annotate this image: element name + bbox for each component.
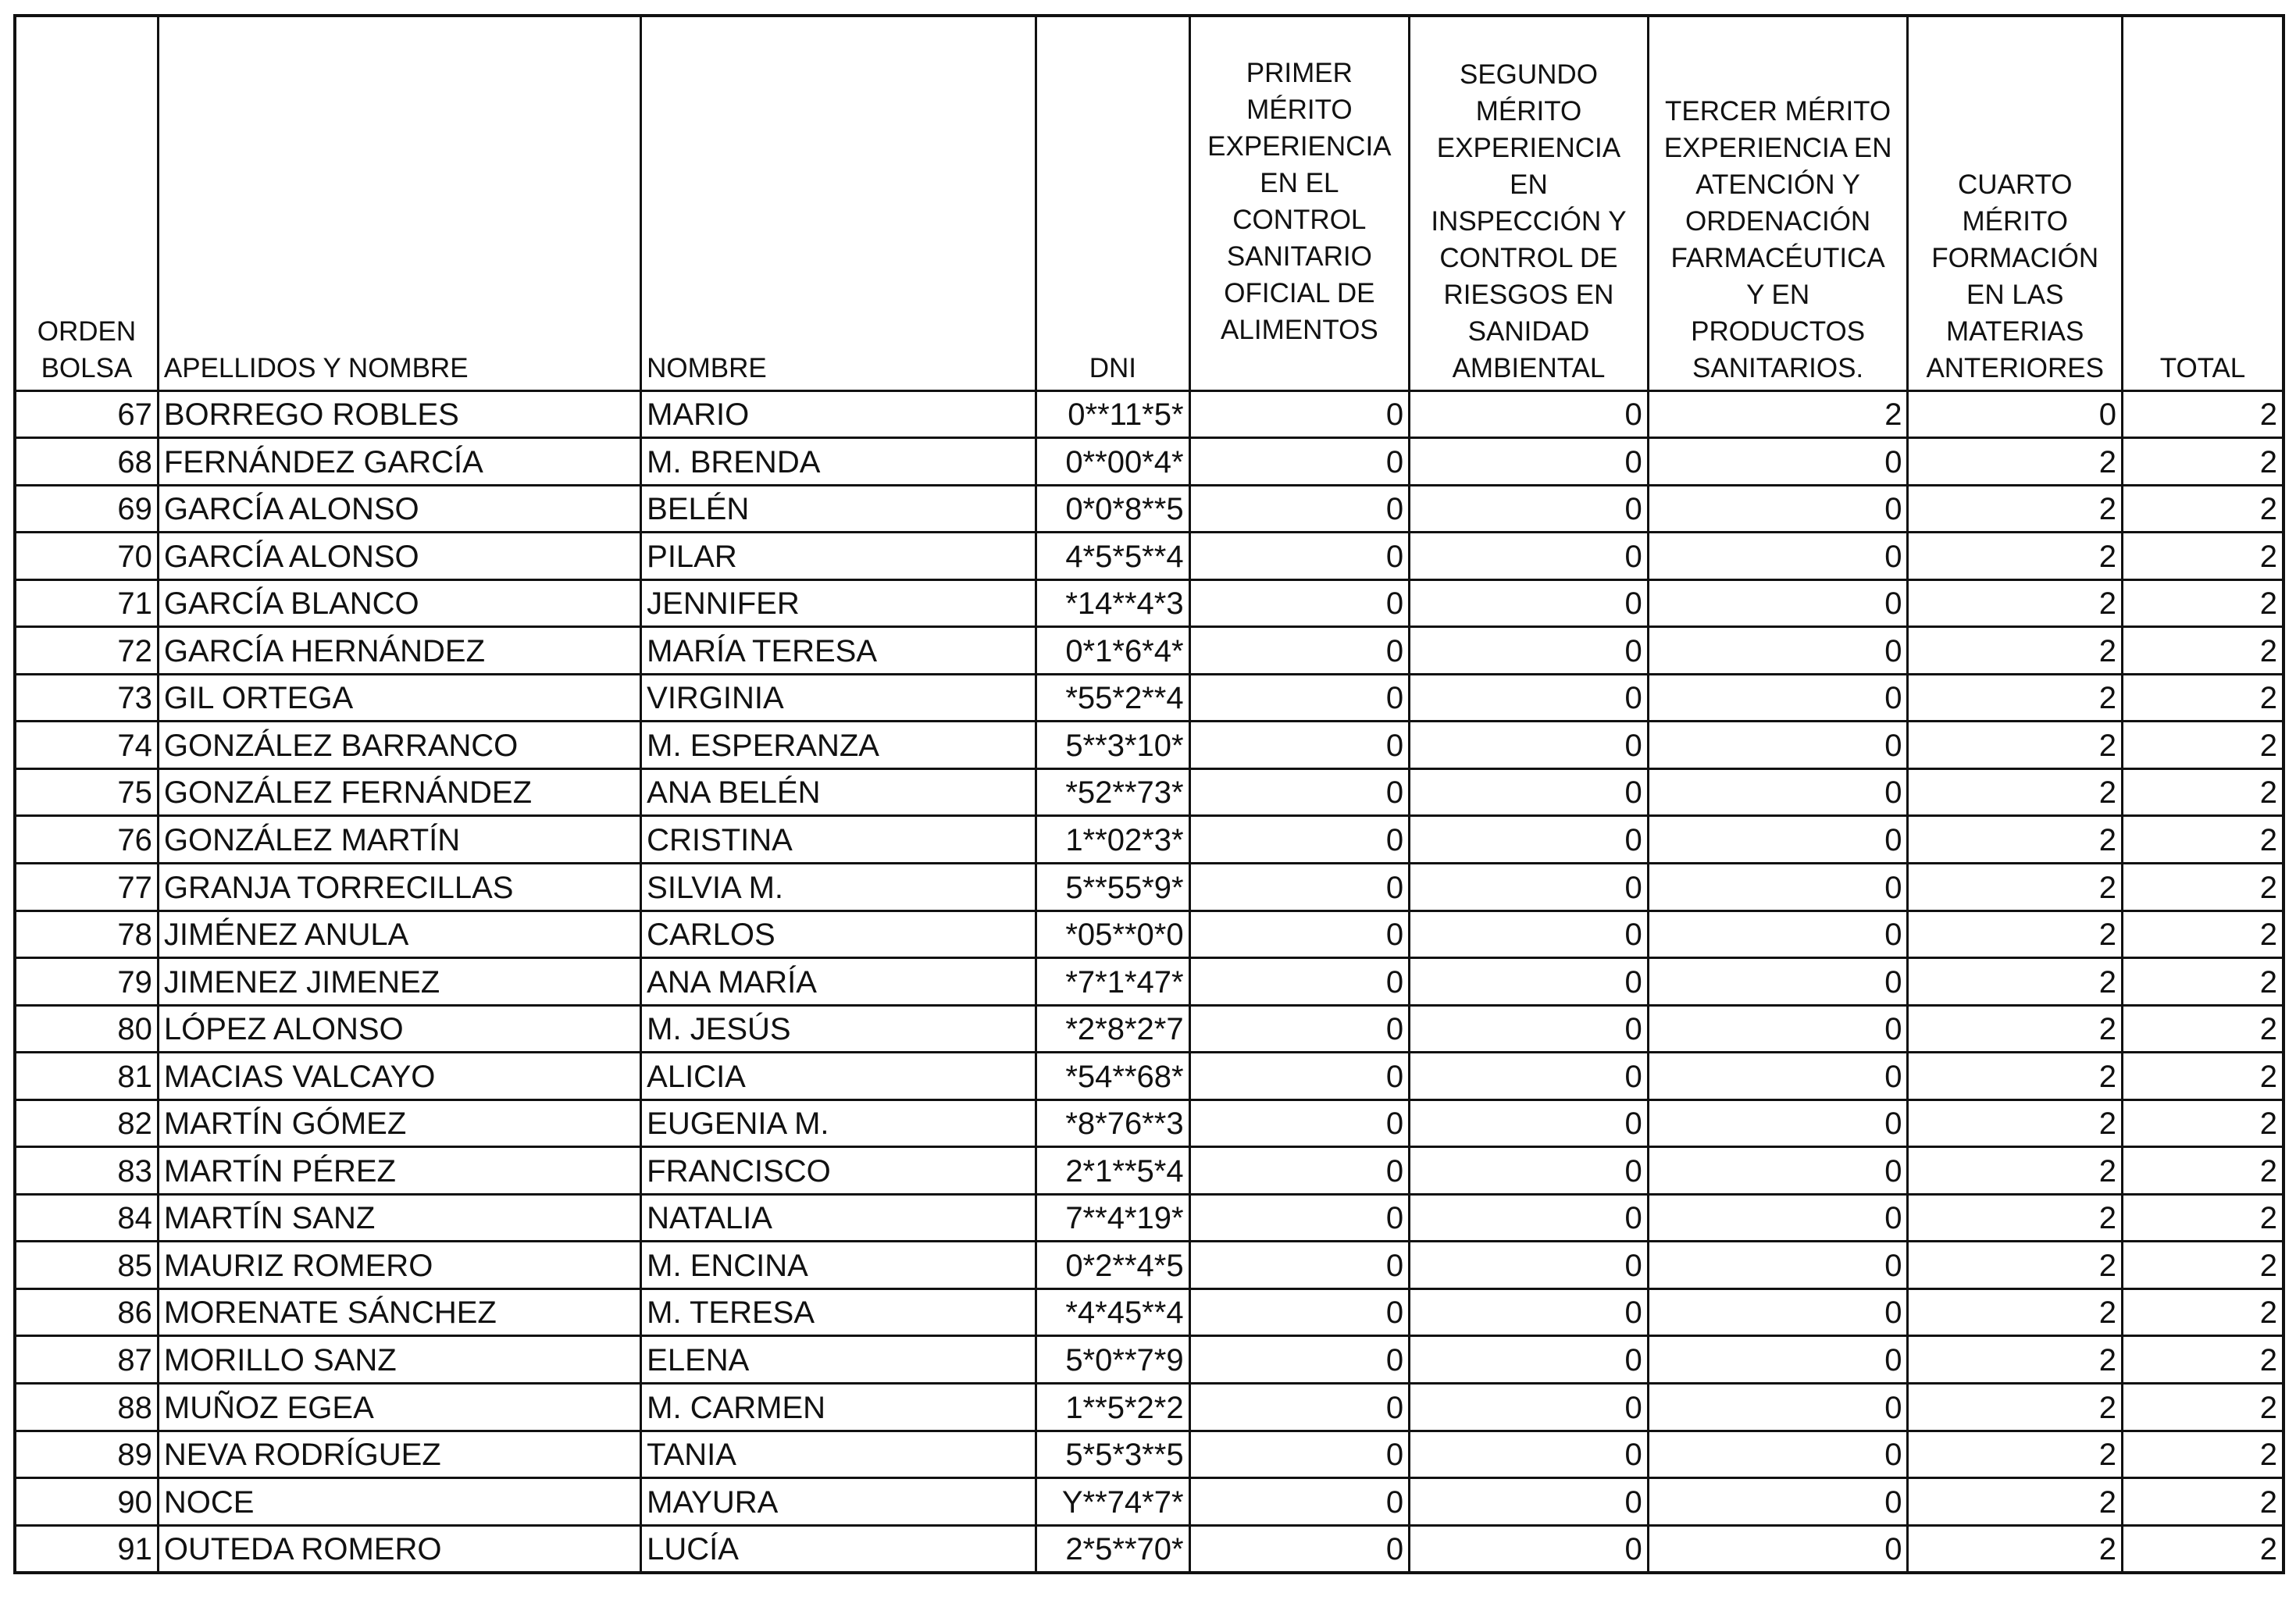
cell-segundo-merito: 0	[1410, 722, 1649, 769]
table-row	[15, 579, 2284, 627]
cell-orden: 86	[15, 1288, 158, 1336]
cell-nombre: ANA MARÍA	[641, 958, 1036, 1006]
table-row	[15, 390, 2284, 438]
table-row	[15, 1288, 2284, 1336]
cell-segundo-merito: 0	[1410, 1336, 1649, 1384]
cell-dni: 1**5*2*2	[1036, 1383, 1189, 1431]
cell-primer-merito: 0	[1189, 579, 1410, 627]
cell-cuarto-merito: 2	[1908, 627, 2123, 675]
cell-dni: 5*5*3**5	[1036, 1431, 1189, 1478]
cell-segundo-merito: 0	[1410, 1242, 1649, 1289]
cell-segundo-merito: 0	[1410, 1099, 1649, 1147]
cell-dni: 2*1**5*4	[1036, 1147, 1189, 1195]
cell-tercer-merito: 0	[1648, 533, 1908, 580]
cell-tercer-merito: 0	[1648, 1194, 1908, 1242]
cell-cuarto-merito: 2	[1908, 1194, 2123, 1242]
cell-cuarto-merito: 2	[1908, 1525, 2123, 1573]
cell-dni: *14**4*3	[1036, 579, 1189, 627]
cell-segundo-merito: 0	[1410, 1194, 1649, 1242]
table-row	[15, 722, 2284, 769]
cell-tercer-merito: 0	[1648, 1288, 1908, 1336]
cell-tercer-merito: 0	[1648, 627, 1908, 675]
cell-total: 2	[2123, 958, 2284, 1006]
cell-dni: *54**68*	[1036, 1053, 1189, 1100]
header-m3-line: FARMACÉUTICA	[1670, 242, 1885, 273]
header-tercer-merito	[1648, 16, 1908, 390]
cell-tercer-merito: 0	[1648, 816, 1908, 864]
cell-total: 2	[2123, 722, 2284, 769]
merit-score-table	[13, 14, 2285, 1574]
header-apellidos: APELLIDOS Y NOMBRE	[158, 16, 640, 390]
cell-segundo-merito: 0	[1410, 1005, 1649, 1053]
cell-nombre: MARIO	[641, 390, 1036, 438]
cell-total: 2	[2123, 579, 2284, 627]
cell-primer-merito: 0	[1189, 1336, 1410, 1384]
cell-tercer-merito: 0	[1648, 1099, 1908, 1147]
cell-cuarto-merito: 2	[1908, 816, 2123, 864]
cell-nombre: CARLOS	[641, 911, 1036, 958]
cell-total: 2	[2123, 438, 2284, 486]
cell-orden: 69	[15, 485, 158, 533]
cell-tercer-merito: 0	[1648, 438, 1908, 486]
cell-orden: 81	[15, 1053, 158, 1100]
table-row	[15, 1383, 2284, 1431]
cell-dni: 0*0*8**5	[1036, 485, 1189, 533]
cell-orden: 91	[15, 1525, 158, 1573]
header-m4-line: CUARTO	[1957, 169, 2073, 200]
cell-segundo-merito: 0	[1410, 533, 1649, 580]
header-m2-line: SEGUNDO	[1459, 59, 1598, 90]
cell-orden: 90	[15, 1478, 158, 1526]
cell-total: 2	[2123, 674, 2284, 722]
cell-segundo-merito: 0	[1410, 438, 1649, 486]
cell-nombre: M. ENCINA	[641, 1242, 1036, 1289]
table-row	[15, 533, 2284, 580]
table-body	[15, 390, 2284, 1573]
cell-primer-merito: 0	[1189, 1099, 1410, 1147]
header-m4-line: EN LAS	[1966, 279, 2064, 310]
table-row	[15, 438, 2284, 486]
cell-tercer-merito: 0	[1648, 1336, 1908, 1384]
cell-primer-merito: 0	[1189, 1242, 1410, 1289]
table-row	[15, 674, 2284, 722]
cell-orden: 75	[15, 768, 158, 816]
header-row	[15, 16, 2284, 390]
cell-apellidos: MARTÍN SANZ	[158, 1194, 640, 1242]
table-row	[15, 627, 2284, 675]
cell-tercer-merito: 0	[1648, 1147, 1908, 1195]
header-m3-line: TERCER MÉRITO	[1665, 95, 1891, 127]
cell-cuarto-merito: 2	[1908, 1336, 2123, 1384]
cell-segundo-merito: 0	[1410, 674, 1649, 722]
cell-dni: 0*2**4*5	[1036, 1242, 1189, 1289]
cell-tercer-merito: 0	[1648, 1005, 1908, 1053]
cell-total: 2	[2123, 1383, 2284, 1431]
header-m2-line: RIESGOS EN	[1443, 279, 1614, 310]
cell-cuarto-merito: 2	[1908, 1478, 2123, 1526]
cell-orden: 79	[15, 958, 158, 1006]
cell-segundo-merito: 0	[1410, 1431, 1649, 1478]
table-row	[15, 911, 2284, 958]
header-m2-line: INSPECCIÓN Y	[1431, 205, 1627, 237]
header-m2-line: SANIDAD	[1467, 315, 1590, 347]
cell-total: 2	[2123, 1336, 2284, 1384]
cell-orden: 89	[15, 1431, 158, 1478]
cell-tercer-merito: 0	[1648, 1525, 1908, 1573]
cell-dni: 5**3*10*	[1036, 722, 1189, 769]
header-segundo-merito	[1410, 16, 1649, 390]
header-m1-line: ALIMENTOS	[1221, 315, 1378, 345]
cell-segundo-merito: 0	[1410, 390, 1649, 438]
header-m3-line: EXPERIENCIA EN	[1663, 132, 1892, 163]
table-row	[15, 768, 2284, 816]
cell-cuarto-merito: 2	[1908, 1242, 2123, 1289]
cell-total: 2	[2123, 1194, 2284, 1242]
header-dni: DNI	[1036, 16, 1189, 390]
cell-segundo-merito: 0	[1410, 1525, 1649, 1573]
cell-primer-merito: 0	[1189, 1478, 1410, 1526]
cell-primer-merito: 0	[1189, 1288, 1410, 1336]
cell-tercer-merito: 0	[1648, 1242, 1908, 1289]
cell-orden: 82	[15, 1099, 158, 1147]
cell-cuarto-merito: 2	[1908, 958, 2123, 1006]
cell-segundo-merito: 0	[1410, 911, 1649, 958]
cell-dni: *8*76**3	[1036, 1099, 1189, 1147]
cell-total: 2	[2123, 1288, 2284, 1336]
header-m3-line: SANITARIOS.	[1692, 352, 1864, 383]
cell-apellidos: NEVA RODRÍGUEZ	[158, 1431, 640, 1478]
cell-primer-merito: 0	[1189, 1383, 1410, 1431]
cell-nombre: FRANCISCO	[641, 1147, 1036, 1195]
cell-dni: 7**4*19*	[1036, 1194, 1189, 1242]
cell-total: 2	[2123, 1431, 2284, 1478]
cell-dni: 1**02*3*	[1036, 816, 1189, 864]
cell-dni: 5*0**7*9	[1036, 1336, 1189, 1384]
cell-total: 2	[2123, 1099, 2284, 1147]
cell-dni: *52**73*	[1036, 768, 1189, 816]
cell-total: 2	[2123, 816, 2284, 864]
cell-apellidos: GRANJA TORRECILLAS	[158, 863, 640, 911]
cell-tercer-merito: 0	[1648, 1431, 1908, 1478]
cell-primer-merito: 0	[1189, 1147, 1410, 1195]
cell-nombre: M. CARMEN	[641, 1383, 1036, 1431]
cell-primer-merito: 0	[1189, 627, 1410, 675]
cell-total: 2	[2123, 1242, 2284, 1289]
header-m3-line: ATENCIÓN Y	[1695, 169, 1860, 200]
table-row	[15, 1431, 2284, 1478]
header-m1-line: PRIMER	[1246, 58, 1353, 88]
cell-dni: 0**11*5*	[1036, 390, 1189, 438]
cell-nombre: M. JESÚS	[641, 1005, 1036, 1053]
cell-apellidos: FERNÁNDEZ GARCÍA	[158, 438, 640, 486]
cell-primer-merito: 0	[1189, 722, 1410, 769]
cell-dni: *55*2**4	[1036, 674, 1189, 722]
cell-dni: *7*1*47*	[1036, 958, 1189, 1006]
cell-nombre: MAYURA	[641, 1478, 1036, 1526]
cell-segundo-merito: 0	[1410, 485, 1649, 533]
table-row	[15, 863, 2284, 911]
cell-cuarto-merito: 2	[1908, 485, 2123, 533]
cell-primer-merito: 0	[1189, 1005, 1410, 1053]
cell-segundo-merito: 0	[1410, 863, 1649, 911]
cell-nombre: PILAR	[641, 533, 1036, 580]
cell-primer-merito: 0	[1189, 390, 1410, 438]
cell-nombre: M. TERESA	[641, 1288, 1036, 1336]
cell-cuarto-merito: 2	[1908, 1005, 2123, 1053]
cell-orden: 80	[15, 1005, 158, 1053]
cell-orden: 71	[15, 579, 158, 627]
table-row	[15, 1194, 2284, 1242]
cell-dni: *4*45**4	[1036, 1288, 1189, 1336]
cell-cuarto-merito: 2	[1908, 1053, 2123, 1100]
cell-primer-merito: 0	[1189, 911, 1410, 958]
table-row	[15, 1478, 2284, 1526]
table-row	[15, 1147, 2284, 1195]
cell-orden: 84	[15, 1194, 158, 1242]
header-cuarto-merito	[1908, 16, 2123, 390]
cell-dni: *2*8*2*7	[1036, 1005, 1189, 1053]
cell-orden: 87	[15, 1336, 158, 1384]
cell-segundo-merito: 0	[1410, 1053, 1649, 1100]
header-m2-line: AMBIENTAL	[1452, 352, 1606, 383]
cell-apellidos: GONZÁLEZ FERNÁNDEZ	[158, 768, 640, 816]
header-m4-line: MÉRITO	[1962, 205, 2068, 237]
cell-cuarto-merito: 2	[1908, 863, 2123, 911]
cell-total: 2	[2123, 911, 2284, 958]
header-m1-line: OFICIAL DE	[1224, 278, 1375, 308]
table-row	[15, 1336, 2284, 1384]
cell-cuarto-merito: 2	[1908, 1431, 2123, 1478]
cell-orden: 76	[15, 816, 158, 864]
cell-tercer-merito: 0	[1648, 863, 1908, 911]
cell-orden: 88	[15, 1383, 158, 1431]
cell-primer-merito: 0	[1189, 533, 1410, 580]
cell-apellidos: GARCÍA HERNÁNDEZ	[158, 627, 640, 675]
cell-segundo-merito: 0	[1410, 627, 1649, 675]
cell-primer-merito: 0	[1189, 1431, 1410, 1478]
cell-apellidos: OUTEDA ROMERO	[158, 1525, 640, 1573]
cell-segundo-merito: 0	[1410, 1383, 1649, 1431]
cell-segundo-merito: 0	[1410, 579, 1649, 627]
cell-apellidos: GONZÁLEZ MARTÍN	[158, 816, 640, 864]
cell-total: 2	[2123, 627, 2284, 675]
cell-primer-merito: 0	[1189, 863, 1410, 911]
header-orden-line: ORDEN	[37, 315, 137, 347]
cell-segundo-merito: 0	[1410, 816, 1649, 864]
cell-apellidos: MORENATE SÁNCHEZ	[158, 1288, 640, 1336]
cell-nombre: BELÉN	[641, 485, 1036, 533]
cell-primer-merito: 0	[1189, 674, 1410, 722]
cell-apellidos: JIMENEZ JIMENEZ	[158, 958, 640, 1006]
header-m3-line: ORDENACIÓN	[1685, 205, 1871, 237]
header-m3-line: PRODUCTOS	[1691, 315, 1866, 347]
header-orden-bolsa	[15, 16, 158, 390]
cell-apellidos: BORREGO ROBLES	[158, 390, 640, 438]
cell-orden: 83	[15, 1147, 158, 1195]
cell-orden: 74	[15, 722, 158, 769]
header-m2-line: CONTROL DE	[1439, 242, 1618, 273]
table-row	[15, 1053, 2284, 1100]
header-m1-line: CONTROL	[1232, 205, 1367, 235]
header-m1-line: SANITARIO	[1226, 241, 1372, 272]
cell-tercer-merito: 0	[1648, 1478, 1908, 1526]
cell-cuarto-merito: 2	[1908, 768, 2123, 816]
cell-nombre: EUGENIA M.	[641, 1099, 1036, 1147]
cell-apellidos: MUÑOZ EGEA	[158, 1383, 640, 1431]
cell-nombre: ELENA	[641, 1336, 1036, 1384]
cell-apellidos: MAURIZ ROMERO	[158, 1242, 640, 1289]
cell-total: 2	[2123, 1478, 2284, 1526]
cell-apellidos: MACIAS VALCAYO	[158, 1053, 640, 1100]
cell-total: 2	[2123, 485, 2284, 533]
header-m2-line: MÉRITO	[1475, 95, 1582, 127]
cell-apellidos: GARCÍA ALONSO	[158, 485, 640, 533]
cell-nombre: NATALIA	[641, 1194, 1036, 1242]
cell-apellidos: GARCÍA ALONSO	[158, 533, 640, 580]
header-m4-line: FORMACIÓN	[1931, 242, 2099, 273]
cell-orden: 78	[15, 911, 158, 958]
cell-segundo-merito: 0	[1410, 1288, 1649, 1336]
cell-nombre: M. ESPERANZA	[641, 722, 1036, 769]
cell-segundo-merito: 0	[1410, 768, 1649, 816]
table-row	[15, 1525, 2284, 1573]
table-row	[15, 485, 2284, 533]
cell-dni: 0**00*4*	[1036, 438, 1189, 486]
cell-tercer-merito: 0	[1648, 1053, 1908, 1100]
cell-orden: 67	[15, 390, 158, 438]
cell-total: 2	[2123, 533, 2284, 580]
header-m4-line: ANTERIORES	[1926, 352, 2104, 383]
cell-segundo-merito: 0	[1410, 958, 1649, 1006]
cell-orden: 72	[15, 627, 158, 675]
cell-total: 2	[2123, 863, 2284, 911]
cell-tercer-merito: 0	[1648, 911, 1908, 958]
cell-segundo-merito: 0	[1410, 1478, 1649, 1526]
cell-nombre: CRISTINA	[641, 816, 1036, 864]
cell-tercer-merito: 0	[1648, 485, 1908, 533]
cell-tercer-merito: 0	[1648, 674, 1908, 722]
table-row	[15, 1099, 2284, 1147]
cell-primer-merito: 0	[1189, 1053, 1410, 1100]
cell-total: 2	[2123, 1053, 2284, 1100]
cell-nombre: TANIA	[641, 1431, 1036, 1478]
cell-orden: 85	[15, 1242, 158, 1289]
header-primer-merito	[1189, 16, 1410, 390]
cell-primer-merito: 0	[1189, 816, 1410, 864]
cell-dni: *05**0*0	[1036, 911, 1189, 958]
cell-orden: 77	[15, 863, 158, 911]
table-row	[15, 1005, 2284, 1053]
header-m4-line: MATERIAS	[1946, 315, 2084, 347]
cell-primer-merito: 0	[1189, 1525, 1410, 1573]
header-m1-line: MÉRITO	[1246, 94, 1353, 125]
cell-tercer-merito: 2	[1648, 390, 1908, 438]
header-m3-line: Y EN	[1746, 279, 1810, 310]
cell-apellidos: MARTÍN GÓMEZ	[158, 1099, 640, 1147]
cell-tercer-merito: 0	[1648, 722, 1908, 769]
cell-apellidos: MARTÍN PÉREZ	[158, 1147, 640, 1195]
header-bolsa-line: BOLSA	[41, 352, 133, 383]
cell-apellidos: MORILLO SANZ	[158, 1336, 640, 1384]
cell-apellidos: NOCE	[158, 1478, 640, 1526]
cell-nombre: ALICIA	[641, 1053, 1036, 1100]
cell-nombre: VIRGINIA	[641, 674, 1036, 722]
cell-apellidos: JIMÉNEZ ANULA	[158, 911, 640, 958]
cell-cuarto-merito: 2	[1908, 438, 2123, 486]
cell-primer-merito: 0	[1189, 768, 1410, 816]
cell-cuarto-merito: 0	[1908, 390, 2123, 438]
cell-tercer-merito: 0	[1648, 1383, 1908, 1431]
cell-apellidos: GONZÁLEZ BARRANCO	[158, 722, 640, 769]
cell-apellidos: GARCÍA BLANCO	[158, 579, 640, 627]
header-nombre: NOMBRE	[641, 16, 1036, 390]
cell-total: 2	[2123, 1147, 2284, 1195]
cell-nombre: ANA BELÉN	[641, 768, 1036, 816]
cell-cuarto-merito: 2	[1908, 1288, 2123, 1336]
cell-cuarto-merito: 2	[1908, 1147, 2123, 1195]
cell-segundo-merito: 0	[1410, 1147, 1649, 1195]
cell-apellidos: GIL ORTEGA	[158, 674, 640, 722]
cell-dni: 0*1*6*4*	[1036, 627, 1189, 675]
cell-total: 2	[2123, 390, 2284, 438]
cell-orden: 68	[15, 438, 158, 486]
cell-dni: 2*5**70*	[1036, 1525, 1189, 1573]
cell-tercer-merito: 0	[1648, 768, 1908, 816]
cell-total: 2	[2123, 1525, 2284, 1573]
table-row	[15, 958, 2284, 1006]
cell-nombre: M. BRENDA	[641, 438, 1036, 486]
cell-primer-merito: 0	[1189, 1194, 1410, 1242]
header-m2-line: EXPERIENCIA	[1436, 132, 1621, 163]
cell-total: 2	[2123, 768, 2284, 816]
cell-orden: 73	[15, 674, 158, 722]
cell-nombre: MARÍA TERESA	[641, 627, 1036, 675]
cell-primer-merito: 0	[1189, 438, 1410, 486]
cell-cuarto-merito: 2	[1908, 533, 2123, 580]
cell-total: 2	[2123, 1005, 2284, 1053]
header-m2-line: EN	[1510, 169, 1548, 200]
header-total: TOTAL	[2123, 16, 2284, 390]
cell-nombre: LUCÍA	[641, 1525, 1036, 1573]
cell-apellidos: LÓPEZ ALONSO	[158, 1005, 640, 1053]
cell-cuarto-merito: 2	[1908, 1099, 2123, 1147]
cell-tercer-merito: 0	[1648, 579, 1908, 627]
cell-cuarto-merito: 2	[1908, 674, 2123, 722]
table-row	[15, 816, 2284, 864]
cell-nombre: SILVIA M.	[641, 863, 1036, 911]
cell-primer-merito: 0	[1189, 958, 1410, 1006]
cell-cuarto-merito: 2	[1908, 1383, 2123, 1431]
cell-cuarto-merito: 2	[1908, 579, 2123, 627]
header-m1-line: EXPERIENCIA	[1207, 131, 1392, 162]
header-m1-line: EN EL	[1260, 168, 1339, 198]
cell-nombre: JENNIFER	[641, 579, 1036, 627]
cell-cuarto-merito: 2	[1908, 722, 2123, 769]
cell-tercer-merito: 0	[1648, 958, 1908, 1006]
table-row	[15, 1242, 2284, 1289]
cell-orden: 70	[15, 533, 158, 580]
cell-dni: 5**55*9*	[1036, 863, 1189, 911]
cell-cuarto-merito: 2	[1908, 911, 2123, 958]
cell-primer-merito: 0	[1189, 485, 1410, 533]
cell-dni: 4*5*5**4	[1036, 533, 1189, 580]
cell-dni: Y**74*7*	[1036, 1478, 1189, 1526]
